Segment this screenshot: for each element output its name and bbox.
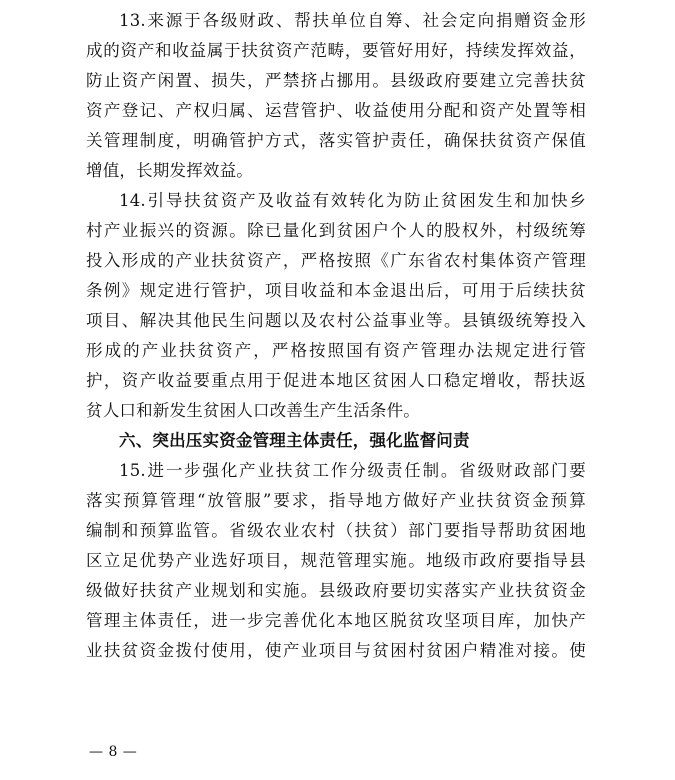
paragraph-13-line-1: 13.来源于各级财政、帮扶单位自筹、社会定向捐赠资金形 bbox=[119, 11, 586, 30]
paragraph-13-line-3: 防止资产闲置、损失，严禁挤占挪用。县级政府要建立完善扶贫 bbox=[86, 71, 586, 90]
paragraph-14-line-3: 投入形成的产业扶贫资产，严格按照《广东省农村集体资产管理 bbox=[86, 251, 586, 270]
paragraph-14-line-1: 14.引导扶贫资产及收益有效转化为防止贫困发生和加快乡 bbox=[119, 191, 586, 210]
paragraph-14-line-2: 村产业振兴的资源。除已量化到贫困户个人的股权外，村级统筹 bbox=[86, 221, 586, 240]
paragraph-13-line-4: 资产登记、产权归属、运营管护、收益使用分配和资产处置等相 bbox=[86, 101, 586, 120]
paragraph-15-line-4: 区立足优势产业选好项目，规范管理实施。地级市政府要指导县 bbox=[86, 551, 586, 570]
paragraph-14-line-7: 护，资产收益要重点用于促进本地区贫困人口稳定增收，帮扶返 bbox=[86, 371, 586, 390]
paragraph-15-line-3: 编制和预算监管。省级农业农村（扶贫）部门要指导帮助贫困地 bbox=[86, 521, 586, 540]
paragraph-15-line-5: 级做好扶贫产业规划和实施。县级政府要切实落实产业扶贫资金 bbox=[86, 581, 586, 600]
paragraph-14-line-8: 贫人口和新发生贫困人口改善生产生活条件。 bbox=[86, 401, 420, 420]
paragraph-15-line-7: 业扶贫资金拨付使用，使产业项目与贫困村贫困户精准对接。使 bbox=[86, 641, 586, 660]
section-heading-6: 六、突出压实资金管理主体责任，强化监督问责 bbox=[119, 431, 470, 450]
paragraph-15-line-6: 管理主体责任，进一步完善优化本地区脱贫攻坚项目库，加快产 bbox=[86, 611, 586, 630]
page-number: — 8 — bbox=[89, 744, 138, 760]
paragraph-15-line-1: 15.进一步强化产业扶贫工作分级责任制。省级财政部门要 bbox=[119, 461, 586, 480]
paragraph-15-line-2: 落实预算管理“放管服”要求，指导地方做好产业扶贫资金预算 bbox=[86, 491, 586, 510]
paragraph-14-line-6: 形成的产业扶贫资产，严格按照国有资产管理办法规定进行管 bbox=[86, 341, 586, 360]
document-body bbox=[86, 6, 586, 666]
paragraph-14-line-4: 条例》规定进行管护，项目收益和本金退出后，可用于后续扶贫 bbox=[86, 281, 586, 300]
paragraph-13-line-2: 成的资产和收益属于扶贫资产范畴，要管好用好，持续发挥效益， bbox=[86, 41, 586, 60]
paragraph-13-line-6: 增值，长期发挥效益。 bbox=[86, 161, 253, 180]
paragraph-13-line-5: 关管理制度，明确管护方式，落实管护责任，确保扶贫资产保值 bbox=[86, 131, 586, 150]
paragraph-14-line-5: 项目、解决其他民生问题以及农村公益事业等。县镇级统筹投入 bbox=[86, 311, 586, 330]
